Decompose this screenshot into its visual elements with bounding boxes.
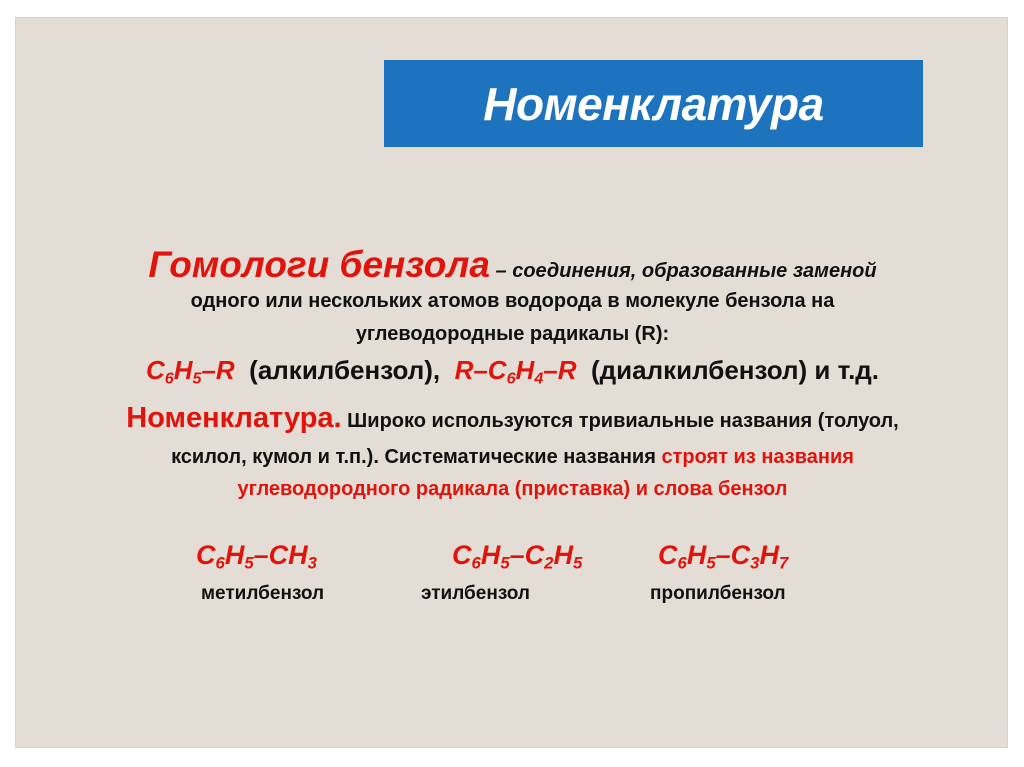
nomenclature-text-1: Широко используются тривиальные названия (толуол, [341,410,899,432]
methylbenzene-name: метилбензол [201,583,325,604]
alkylbenzene-formula: $C_6H_5-R$ [145,355,235,388]
nomenclature-rule-1: строят из названия [661,446,854,468]
nomenclature-line-1 [16,402,1009,435]
dialkylbenzene-formula: $R-C_6H_4-R$ [454,355,577,388]
definition-line-3: углеводородные радикалы (R): [355,323,670,345]
ethylbenzene-formula: $C_6H_5-C_2H_5$ [452,540,583,573]
nomenclature-rule-2: углеводородного радикала (приставка) и слова бензол [237,478,788,500]
definition-term: Гомологи бензола [148,244,490,285]
nomenclature-heading: Номенклатура. [126,402,342,434]
title-box [384,60,923,147]
nomenclature-line-2 [16,446,1009,469]
definition-line-2: одного или нескольких атомов водорода в молекуле бензола на [190,290,835,312]
dialkylbenzene-label: (диалкилбензол) и т.д. [591,355,880,385]
ethylbenzene-name: этилбензол [421,583,530,604]
propylbenzene-formula: $C_6H_5-C_3H_7$ [658,540,789,573]
alkylbenzene-label: (алкилбензол), [249,355,441,385]
slide [15,17,1008,748]
nomenclature-text-2: ксилол, кумол и т.п.). Систематические названия [171,446,662,468]
propylbenzene-name: пропилбензол [650,583,786,604]
methylbenzene-formula: $C_6H_5-CH_3$ [196,540,317,573]
definition-line-1 [16,244,1009,286]
homolog-formula-line [16,355,1009,386]
definition-rest: – соединения, образованные заменой [489,260,877,282]
slide-title: Номенклатура [483,77,824,130]
